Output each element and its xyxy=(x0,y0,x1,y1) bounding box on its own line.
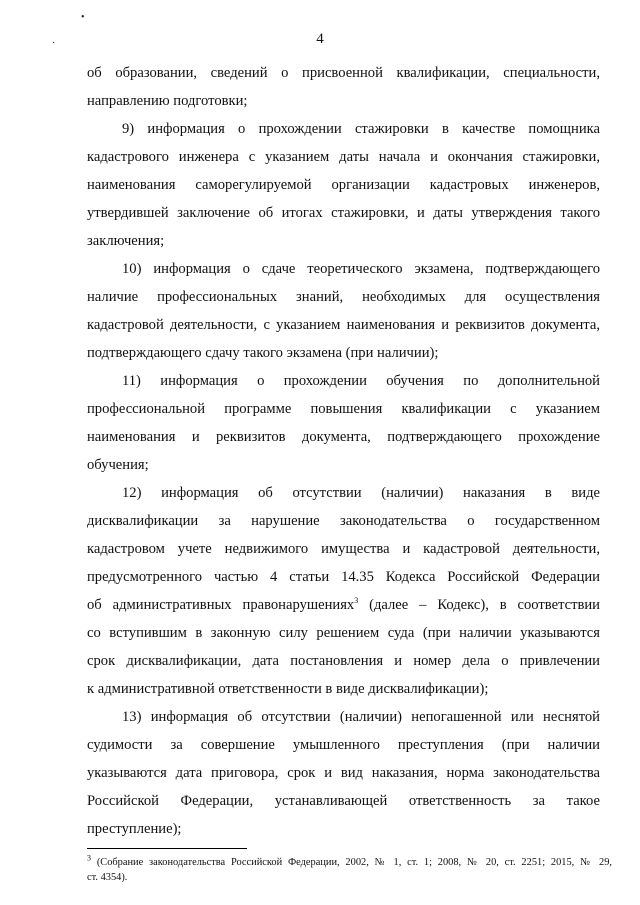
text-line: кадастровой деятельности, с указанием наименования и реквизитов документа, xyxy=(87,317,600,333)
paragraph-10-start: 10) информация о сдаче теоретического экзамена, подтверждающего xyxy=(122,261,600,277)
text-line: профессиональной программе повышения квалификации с указанием xyxy=(87,401,600,417)
scan-mark: • xyxy=(81,12,85,23)
footnote-line xyxy=(87,853,612,869)
text-segment: об административных правонарушениях xyxy=(87,597,355,613)
text-line: со вступившим в законную силу решением суда (при наличии указываются xyxy=(87,625,600,641)
text-line: утвердившей заключение об итогах стажировки, и даты утверждения такого xyxy=(87,205,600,221)
text-line: подтверждающего сдачу такого экзамена (при наличии); xyxy=(87,345,439,361)
footnote-divider xyxy=(87,848,247,849)
text-line: судимости за совершение умышленного преступления (при наличии xyxy=(87,737,600,753)
text-line: к административной ответственности в виде дисквалификации); xyxy=(87,681,489,697)
text-line: обучения; xyxy=(87,457,149,473)
text-line: дисквалификации за нарушение законодательства о государственном xyxy=(87,513,600,529)
text-line: преступление); xyxy=(87,821,182,837)
text-line: кадастровом учете недвижимого имущества и кадастровой деятельности, xyxy=(87,541,600,557)
text-line: наименования саморегулируемой организации кадастровых инженеров, xyxy=(87,177,600,193)
paragraph-11-start: 11) информация о прохождении обучения по дополнительной xyxy=(122,373,600,389)
footnote-marker: 3 xyxy=(87,853,91,863)
text-line: об образовании, сведений о присвоенной квалификации, специальности, xyxy=(87,65,600,81)
text-line: указываются дата приговора, срок и вид наказания, норма законодательства xyxy=(87,765,600,781)
text-line: заключения; xyxy=(87,233,165,249)
text-line: наличие профессиональных знаний, необходимых для осуществления xyxy=(87,289,600,305)
scan-mark: · xyxy=(52,38,56,49)
footnote-reference: 3 xyxy=(354,596,359,606)
paragraph-12-start: 12) информация об отсутствии (наличии) наказания в виде xyxy=(122,485,600,501)
text-line: предусмотренного частью 4 статьи 14.35 Кодекса Российской Федерации xyxy=(87,569,600,585)
text-line: срок дисквалификации, дата постановления и номер дела о привлечении xyxy=(87,653,600,669)
paragraph-9-start: 9) информация о прохождении стажировки в качестве помощника xyxy=(122,121,600,137)
footnote-line: ст. 4354). xyxy=(87,872,128,883)
text-line: наименования и реквизитов документа, подтверждающего прохождение xyxy=(87,429,600,445)
text-line: Российской Федерации, устанавливающей ответственность за такое xyxy=(87,793,600,809)
text-line: направлению подготовки; xyxy=(87,93,248,109)
text-line: кадастрового инженера с указанием даты начала и окончания стажировки, xyxy=(87,149,600,165)
text-line-with-footnote-ref xyxy=(87,596,600,614)
page-number: 4 xyxy=(316,31,324,47)
paragraph-13-start: 13) информация об отсутствии (наличии) непогашенной или неснятой xyxy=(122,709,600,725)
footnote-text: (Собрание законодательства Российской Федерации, 2002, № 1, ст. 1; 2008, № 20, ст. 2251; 2015, № 29, xyxy=(96,857,612,868)
text-segment: (далее – Кодекс), в соответствии xyxy=(369,597,600,613)
